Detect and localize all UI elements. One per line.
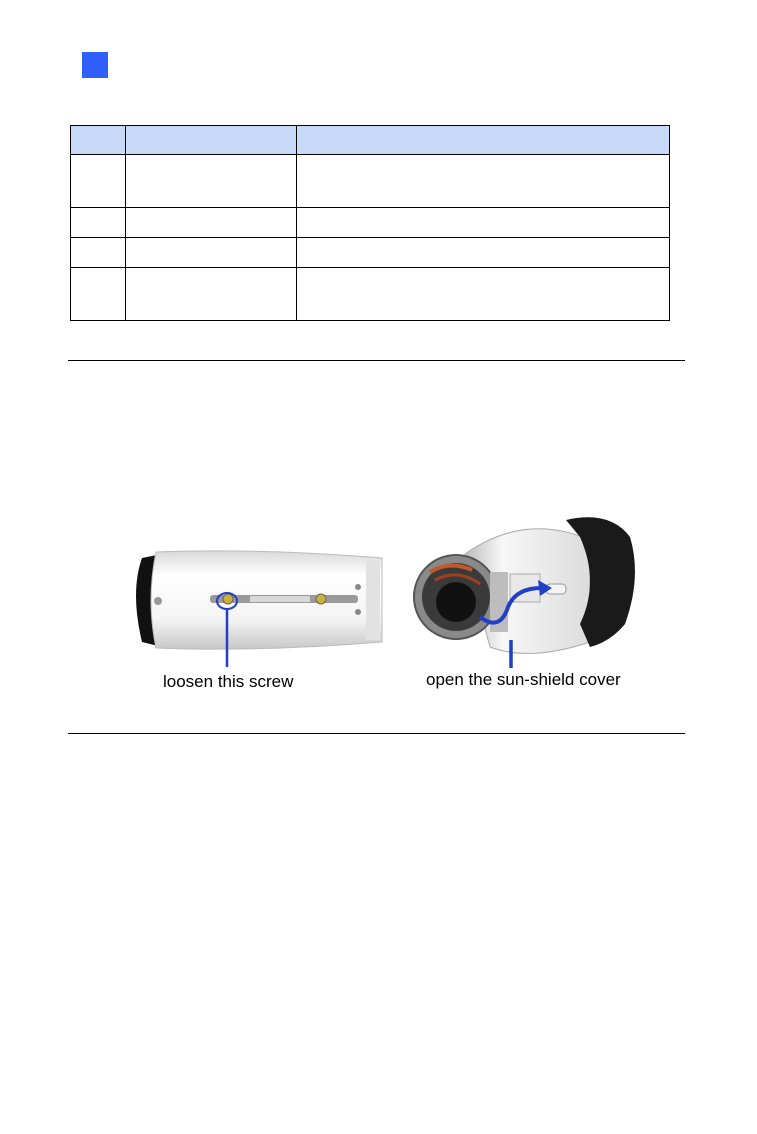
table-cell	[297, 268, 670, 321]
bottom-divider	[68, 733, 685, 734]
table-cell	[297, 155, 670, 208]
table-cell	[126, 155, 297, 208]
opened-camera-body	[414, 517, 635, 653]
open-cover-label: open the sun-shield cover	[426, 670, 621, 689]
table-cell	[297, 238, 670, 268]
top-divider	[68, 360, 685, 361]
table-header-cell	[297, 126, 670, 155]
table-row	[71, 238, 670, 268]
table-cell	[71, 155, 126, 208]
table-cell	[71, 238, 126, 268]
spec-table	[70, 125, 670, 321]
closed-camera-body	[136, 551, 382, 649]
loosen-screw-label: loosen this screw	[163, 672, 294, 691]
table-row	[71, 268, 670, 321]
table-header-row	[71, 126, 670, 155]
table-cell	[126, 238, 297, 268]
table-cell	[126, 208, 297, 238]
table-header-cell	[71, 126, 126, 155]
table-header-cell	[126, 126, 297, 155]
table-row	[71, 208, 670, 238]
table-cell	[71, 268, 126, 321]
table-cell	[126, 268, 297, 321]
camera-figure	[70, 362, 685, 732]
table-row	[71, 155, 670, 208]
table-cell	[71, 208, 126, 238]
table-cell	[297, 208, 670, 238]
section-marker-square	[82, 52, 108, 78]
